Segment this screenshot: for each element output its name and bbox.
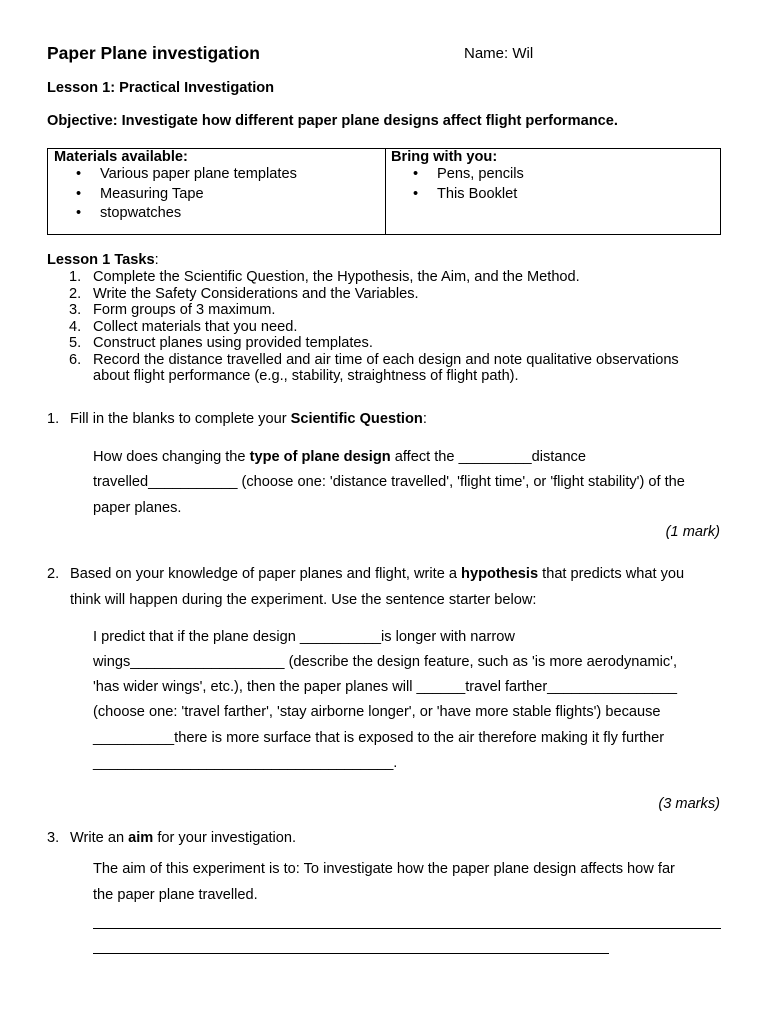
answer-blank-line[interactable] [93,953,609,954]
tasks-list [47,269,737,385]
prompt-text: that predicts what you [538,566,685,582]
question-2-prompt-line-2: think will happen during the experiment. Use the sentence starter below: [70,592,537,608]
tasks-heading-text: Lesson 1 Tasks [47,252,155,268]
answer-line [93,449,586,465]
task-text: Construct planes using provided templates. [93,335,373,351]
bullet-icon: • [413,166,419,182]
task-text: Write the Safety Considerations and the Variables. [93,285,419,302]
bring-with-you-list [385,165,524,204]
tasks-heading-colon: : [154,252,159,268]
prompt-text: Based on your knowledge of paper planes and flight, write a [70,566,462,582]
question-3-prompt [70,830,296,846]
answer-line: 'has wider wings', etc.), then the paper planes will ______travel farther________________ [93,679,678,695]
answer-line: The aim of this experiment is to: To investigate how the paper plane design affects how far [93,861,675,877]
answer-line: _____________________________________. [93,755,398,771]
answer-line: wings___________________ (describe the design feature, such as 'is more aerodynamic', [93,654,678,670]
bring-with-you-heading: Bring with you: [391,149,498,165]
task-number: 1. [69,269,82,285]
answer-line: paper planes. [93,500,182,516]
task-number: 4. [69,318,82,335]
answer-text: How does changing the [93,449,250,465]
task-number: 3. [69,302,82,318]
list-item-text: Pens, pencils [437,166,524,182]
answer-line: travelled___________ (choose one: 'distance travelled', 'flight time', or 'flight stability') of the [93,474,685,490]
answer-blank-line[interactable] [93,928,721,929]
prompt-bold-text: hypothesis [461,566,539,582]
question-1-prompt [70,411,427,427]
question-number: 2. [47,566,60,582]
answer-line: __________there is more surface that is exposed to the air therefore making it fly further [93,730,665,746]
task-item [47,319,737,336]
answer-line: the paper plane travelled. [93,887,258,903]
task-item [47,352,737,385]
list-item [48,165,297,185]
task-item [47,269,737,286]
materials-available-cell [48,149,386,234]
task-item [47,335,737,352]
prompt-text: for your investigation. [153,830,297,846]
list-item-text: stopwatches [100,205,182,221]
list-item [48,204,297,224]
student-name: Name: Wil [464,45,534,62]
answer-bold-text: type of plane design [249,449,391,465]
prompt-text: Write an [70,830,129,846]
task-text: Form groups of 3 maximum. [93,302,276,318]
task-text: Complete the Scientific Question, the Hypothesis, the Aim, and the Method. [93,269,580,285]
list-item-text: This Booklet [437,185,518,202]
task-text: Collect materials that you need. [93,318,298,335]
list-item [385,165,524,185]
list-item-text: Measuring Tape [100,185,204,202]
task-number: 6. [69,351,82,368]
answer-line: I predict that if the plane design __________is longer with narrow [93,629,515,645]
objective-heading: Objective: Investigate how different paper plane designs affect flight performance. [47,113,618,129]
materials-available-list [48,165,297,224]
list-item-text: Various paper plane templates [100,166,297,182]
question-2-prompt-line-1 [70,566,684,582]
prompt-text: : [422,411,427,427]
marks-label: (1 mark) [665,524,720,540]
tasks-heading [47,252,159,268]
answer-line: (choose one: 'travel farther', 'stay airborne longer', or 'have more stable flights') because [93,704,661,720]
lesson-heading: Lesson 1: Practical Investigation [47,80,275,96]
task-text: Record the distance travelled and air time of each design and note qualitative observations [93,351,679,368]
prompt-text: Fill in the blanks to complete your [70,411,291,427]
prompt-bold-text: aim [128,830,154,846]
list-item [385,185,524,205]
bullet-icon: • [76,205,82,221]
prompt-bold-text: Scientific Question [290,411,423,427]
question-number: 3. [47,830,60,846]
materials-available-heading: Materials available: [54,149,188,165]
task-item [47,302,737,319]
materials-table [47,148,721,235]
answer-text: affect the _________distance [390,449,586,465]
task-text-continued: about flight performance (e.g., stability, straightness of flight path). [93,368,519,384]
list-item [48,185,297,205]
bring-with-you-cell [385,149,720,234]
task-number: 2. [69,285,82,302]
bullet-icon: • [76,166,82,182]
page-title: Paper Plane investigation [47,43,260,63]
task-number: 5. [69,335,82,351]
task-item [47,286,737,303]
question-number: 1. [47,411,60,427]
bullet-icon: • [76,185,82,202]
marks-label: (3 marks) [658,796,720,812]
bullet-icon: • [413,185,419,202]
